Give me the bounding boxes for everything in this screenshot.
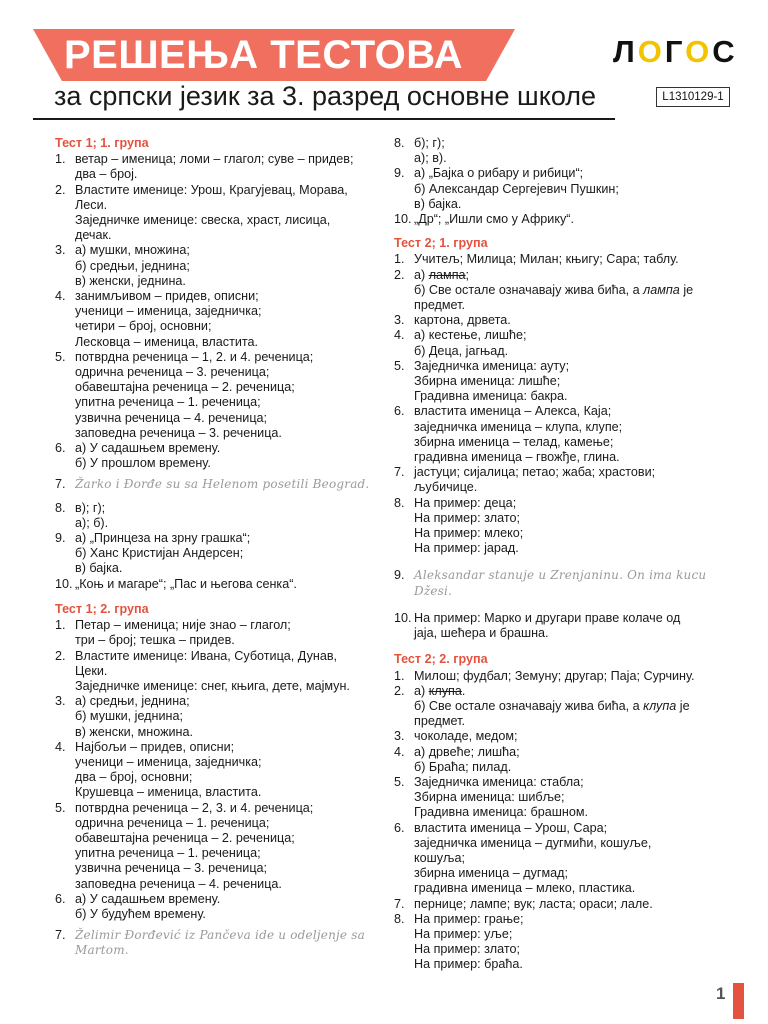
answer-item: 2. а) клупа. б) Све остале означавају жива бића, а клупа је предмет.: [394, 683, 690, 729]
subtitle-underline: [33, 118, 615, 120]
answer-item: 8. б); г); а); в).: [394, 136, 447, 166]
answer-item: 3. картона, дрвета.: [394, 313, 511, 328]
answer-item: 5. Заједничка именица: ауту; Збирна именица: лишће; Градивна именица: бакра.: [394, 358, 570, 404]
page-number: 1: [716, 984, 726, 1003]
answer-item: 9. а) „Принцеза на зрну грашка“; б) Ханс Кристијан Андерсен; в) бајка.: [55, 531, 251, 576]
handwritten-answer: Želimir Đorđević iz Pančeva ide u odeljenje sa Martom.: [75, 928, 365, 958]
answer-item-handwritten: 7. Žarko i Đorđe su sa Helenom posetili Beograd.: [55, 477, 377, 492]
group-title: Тест 2; 1. група: [394, 236, 488, 251]
handwritten-answer: Žarko i Đorđe su sa Helenom posetili Beograd.: [75, 477, 370, 492]
answer-item: 5. потврдна реченица – 1, 2. и 4. реченица; одрична реченица – 3. реченица; обавештајна реченица – 2. реченица; упитна реченица – 1. реченица; узвична реченица – 4. реченица; заповедна реченица – 3. реченица.: [55, 349, 314, 440]
handwritten-answer: Aleksandar stanuje u Zrenjaninu. On ima kucu Džesi.: [414, 568, 707, 598]
document-code: L1310129-1: [656, 87, 730, 107]
answer-item: 10. „Коњ и магаре“; „Пас и његова сенка“.: [55, 576, 297, 591]
group-title: Тест 1; 2. група: [55, 601, 149, 616]
page-title: РЕШЕЊА ТЕСТОВА: [64, 33, 464, 77]
answer-item: 1. Учитељ; Милица; Милан; књигу; Сара; таблу.: [394, 252, 679, 267]
answer-item-handwritten: 7. Želimir Đorđević iz Pančeva ide u odeljenje sa Martom.: [55, 928, 377, 958]
answer-item: 4. а) дрвеће; лишћа; б) Браћа; пилад.: [394, 744, 520, 774]
page-subtitle: за српски језик за 3. разред основне школе: [54, 81, 597, 111]
answer-item: 5. Заједничка именица: стабла; Збирна именица: шибље; Градивна именица: брашном.: [394, 774, 588, 820]
page-number-bar: [733, 983, 744, 1019]
answer-item: 4. а) кестење, лишће; б) Деца, јагњад.: [394, 328, 527, 358]
answer-item: 6. а) У садашњем времену. б) У будућем времену.: [55, 891, 221, 921]
answer-item: 6. властита именица – Урош, Сара; заједничка именица – дугмићи, кошуље, кошуља; збирна именица – дугмад; градивна именица – млеко, пластика.: [394, 820, 652, 896]
answer-item: 8. На пример: грање; На пример: уље; На пример: злато; На пример: браћа.: [394, 911, 524, 972]
left-column: [55, 136, 377, 967]
answer-item: 3. чоколаде, медом;: [394, 729, 518, 744]
logos-logo: ЛОГОС: [613, 34, 738, 69]
answer-item: 10. На пример: Марко и другари праве колаче од јаја, шећера и брашна.: [394, 610, 681, 641]
answer-item: 2. а) лампа; б) Све остале означавају жива бића, а лампа је предмет.: [394, 267, 694, 313]
answer-item: 4. Најбољи – придев, описни; ученици – именица, заједничка; два – број, основни; Крушевца – именица, властита.: [55, 739, 262, 800]
answer-item: 3. а) средњи, једнина; б) мушки, једнина; в) женски, множина.: [55, 694, 193, 739]
group-title: Тест 2; 2. група: [394, 652, 488, 667]
answer-item: 1. ветар – именица; ломи – глагол; суве – придев; два – број.: [55, 152, 354, 182]
answer-item: 1. Петар – именица; није знао – глагол; три – број; тешка – придев.: [55, 618, 291, 648]
answer-item: 6. а) У садашњем времену. б) У прошлом времену.: [55, 441, 221, 471]
answer-item: 8. в); г); а); б).: [55, 500, 109, 530]
answer-item: 7. пернице; лампе; вук; ласта; ораси; лале.: [394, 896, 653, 911]
answer-item: 4. занимљивом – придев, описни; ученици – именица, заједничка; четири – број, основни; Лесковца – именица, властита.: [55, 289, 262, 349]
answer-item: 3. а) мушки, множина; б) средњи, једнина; в) женски, једнина.: [55, 243, 190, 288]
answer-item: 8. На пример: деца; На пример: злато; На пример: млеко; На пример: јарад.: [394, 495, 524, 556]
answer-item: 7. јастуци; сијалица; петао; жаба; храстови; љубичице.: [394, 465, 656, 495]
answer-item: 6. властита именица – Алекса, Каја; заједничка именица – клупа, клупе; збирна именица – телад, камење; градивна именица – гвожђе, глина.: [394, 404, 623, 465]
answer-item: 10. „Др“; „Ишли смо у Африку“.: [394, 212, 574, 227]
answer-item: 9. а) „Бајка о рибару и рибици“; б) Александар Сергејевич Пушкин; в) бајка.: [394, 166, 619, 211]
answer-item: 1. Милош; фудбал; Земуну; другар; Паја; Сурчину.: [394, 668, 695, 683]
answer-item: 2. Властите именице: Урош, Крагујевац, Морава, Леси. Заједничке именице: свеска, храст, лисица, дечак.: [55, 182, 348, 243]
group-title: Тест 1; 1. група: [55, 136, 149, 150]
answer-item: 2. Властите именице: Ивана, Суботица, Дунав, Цеки. Заједничке именице: снег, књига, дете, мајмун.: [55, 648, 350, 693]
right-column: [394, 136, 728, 973]
answer-item: 5. потврдна реченица – 2, 3. и 4. реченица; одрична реченица – 1. реченица; обавештајна реченица – 2. реченица; упитна реченица – 1. реченица; узвична реченица – 3. реченица; заповедна реченица – 4. реченица.: [55, 800, 314, 891]
answer-item-handwritten: 9. Aleksandar stanuje u Zrenjaninu. On ima kucu Džesi.: [394, 568, 728, 598]
